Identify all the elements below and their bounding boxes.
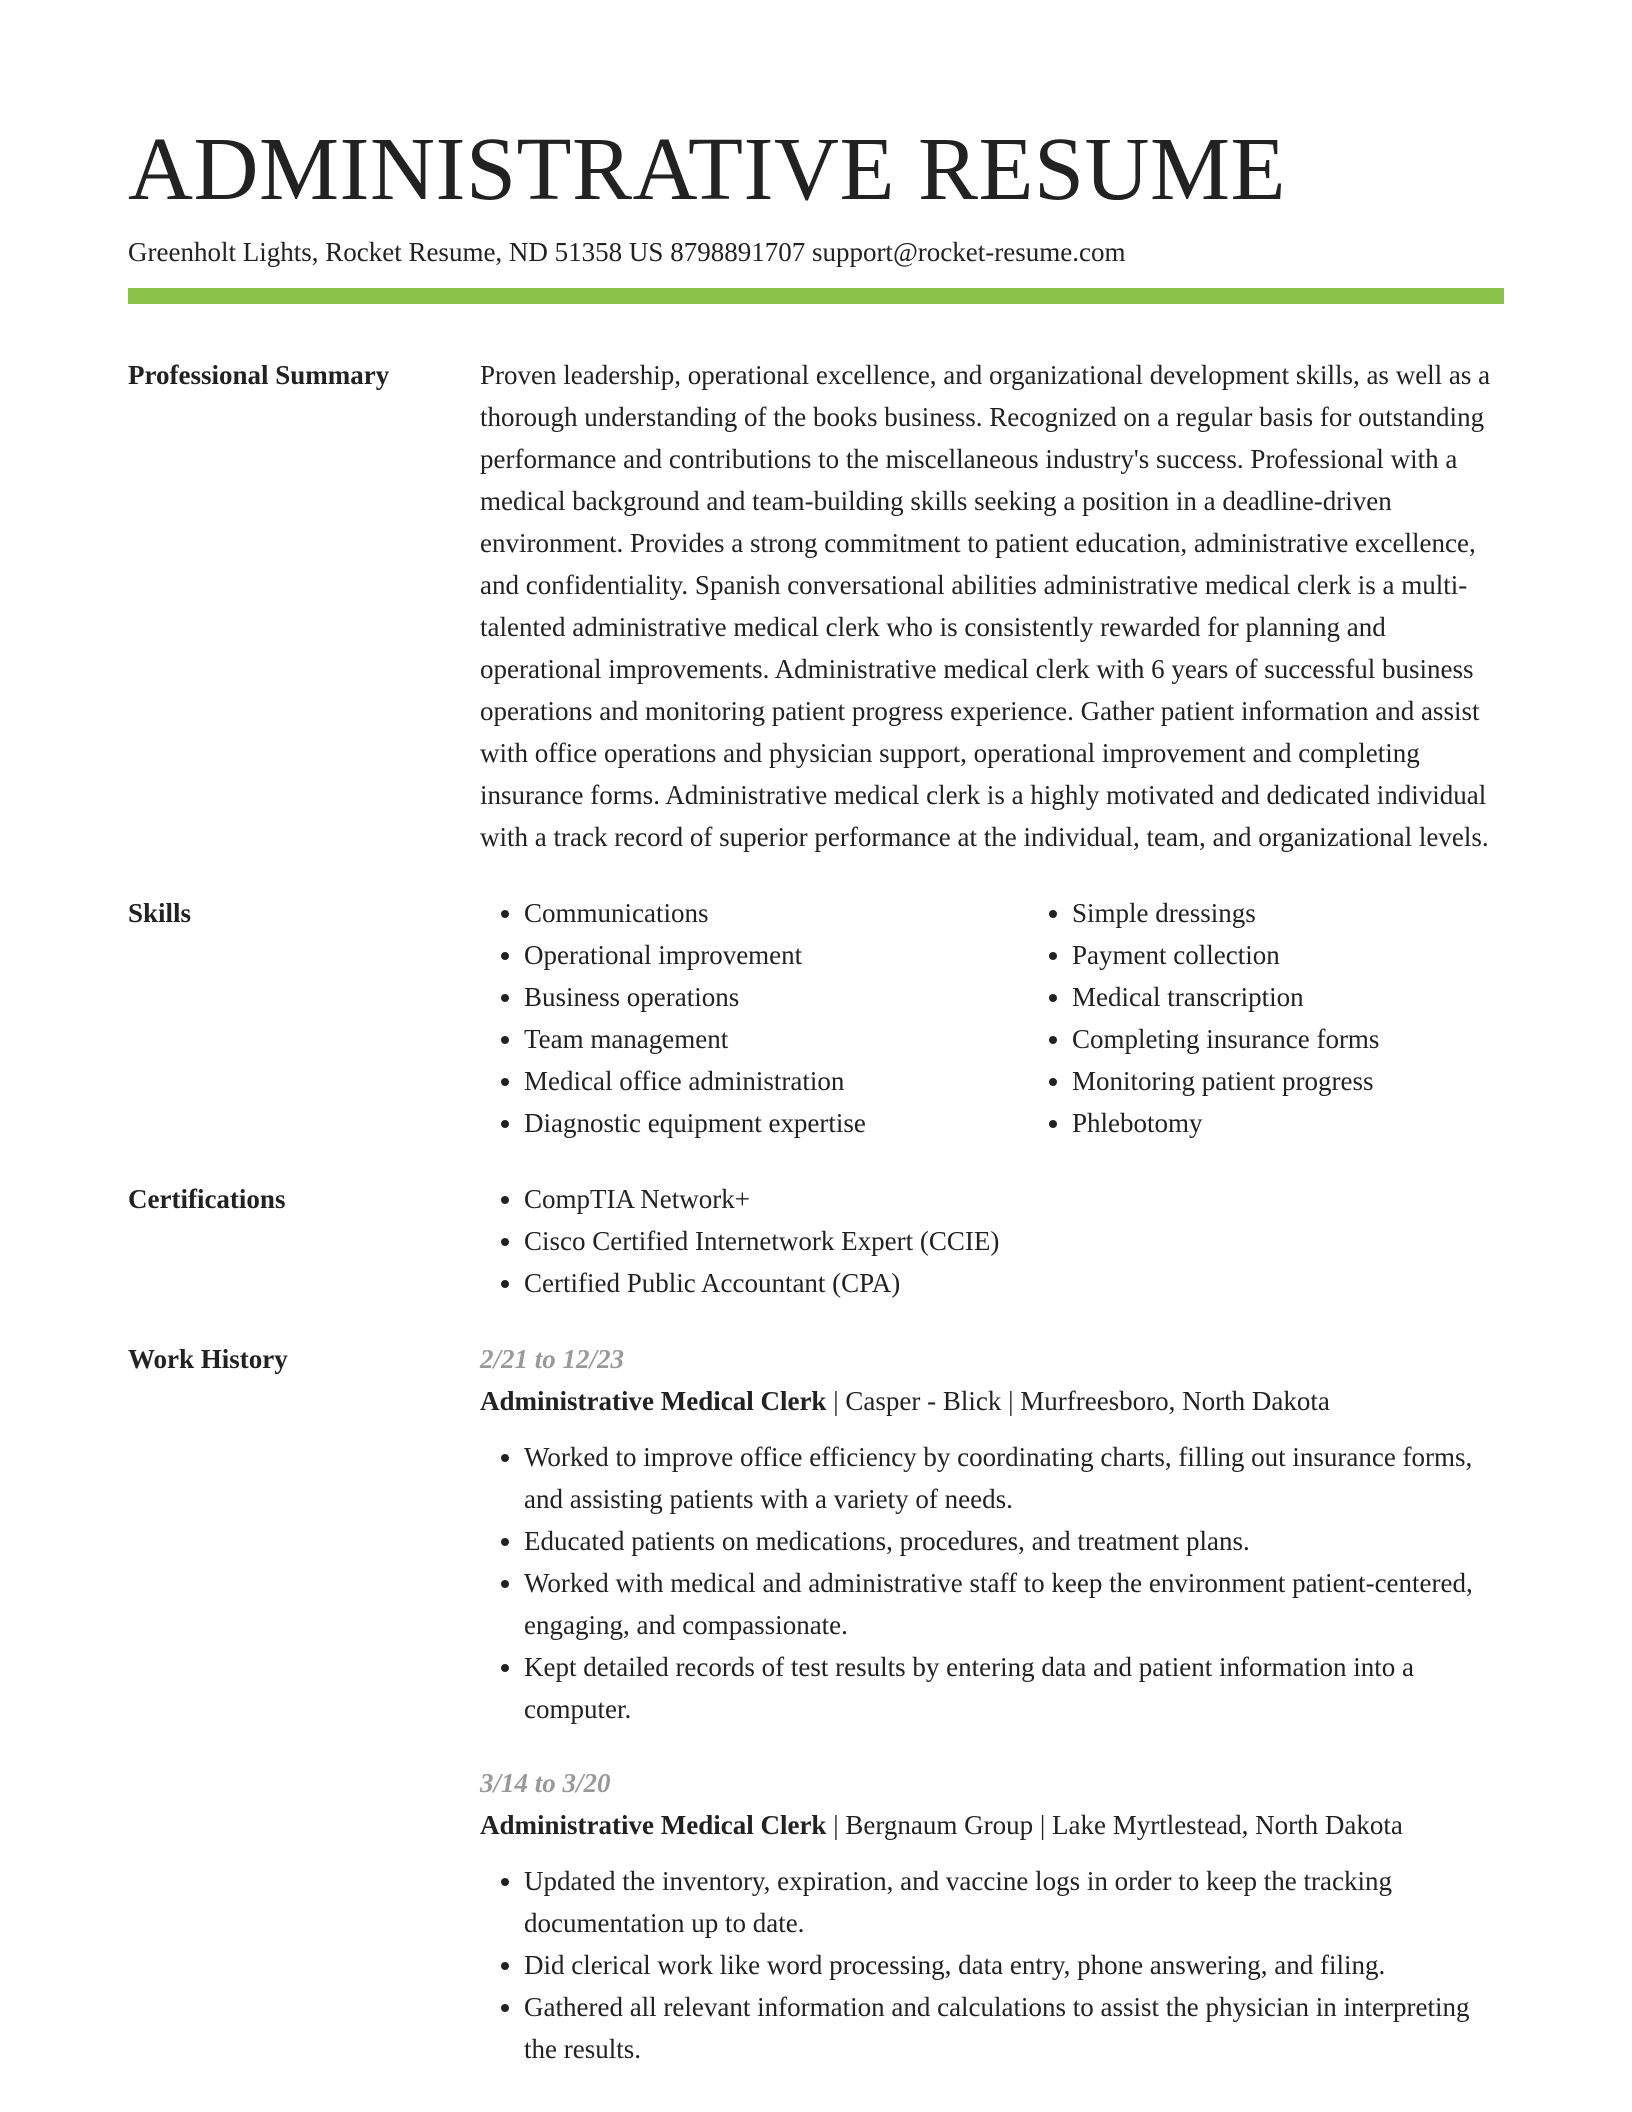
accent-divider	[128, 288, 1504, 304]
skills-section	[128, 892, 1504, 1144]
job-header	[480, 1380, 1504, 1422]
section-heading-certifications: Certifications	[128, 1184, 286, 1214]
job-employer-location: | Casper - Blick | Murfreesboro, North Dakota	[826, 1386, 1330, 1416]
summary-text: Proven leadership, operational excellence, and organizational development skills, as well as a thorough understanding of the books business. Recognized on a regular basis for outstanding performance and contributions to the miscellaneous industry's success. Professional with a medical background and team-building skills seeking a position in a deadline-driven environment. Provides a strong commitment to patient education, administrative excellence, and confidentiality. Spanish conversational abilities administrative medical clerk is a multi-talented administrative medical clerk who is consistently rewarded for planning and operational improvements. Administrative medical clerk with 6 years of successful business operations and monitoring patient progress experience. Gather patient information and assist with office operations and physician support, operational improvement and completing insurance forms. Administrative medical clerk is a highly motivated and dedicated individual with a track record of superior performance at the individual, team, and organizational levels.	[480, 360, 1491, 852]
skill-item: • Communications	[524, 892, 1028, 934]
certifications-section	[128, 1178, 1504, 1304]
skill-item: • Operational improvement	[524, 934, 1028, 976]
summary-section	[128, 354, 1504, 858]
job-dates: 3/14 to 3/20	[480, 1768, 611, 1798]
skill-item: • Simple dressings	[1072, 892, 1504, 934]
skill-item: • Team management	[524, 1018, 1028, 1060]
certification-item: • Certified Public Accountant (CPA)	[524, 1262, 1504, 1304]
resume-name: ADMINISTRATIVE RESUME	[128, 120, 1286, 219]
job-bullets	[480, 1860, 1504, 2070]
job-bullet: • Kept detailed records of test results by entering data and patient information into a computer.	[524, 1646, 1504, 1730]
work-history-section	[128, 1338, 1504, 2070]
job-dates: 2/21 to 12/23	[480, 1344, 625, 1374]
job-bullet: • Worked with medical and administrative staff to keep the environment patient-centered, engaging, and compassionate.	[524, 1562, 1504, 1646]
section-heading-skills: Skills	[128, 898, 192, 928]
job-title: Administrative Medical Clerk	[480, 1810, 827, 1840]
job-employer-location: | Bergnaum Group | Lake Myrtlestead, North Dakota	[826, 1810, 1403, 1840]
section-heading-work-history: Work History	[128, 1344, 288, 1374]
skill-item: • Medical transcription	[1072, 976, 1504, 1018]
job-bullet: • Worked to improve office efficiency by coordinating charts, filling out insurance forms, and assisting patients with a variety of needs.	[524, 1436, 1504, 1520]
skill-item: • Phlebotomy	[1072, 1102, 1504, 1144]
certification-item: • Cisco Certified Internetwork Expert (CCIE)	[524, 1220, 1504, 1262]
job-entry	[480, 1338, 1504, 1730]
skill-item: • Monitoring patient progress	[1072, 1060, 1504, 1102]
skill-item: • Diagnostic equipment expertise	[524, 1102, 1028, 1144]
skill-item: • Medical office administration	[524, 1060, 1028, 1102]
certification-item: • CompTIA Network+	[524, 1178, 1504, 1220]
job-entry	[480, 1762, 1504, 2070]
job-header	[480, 1804, 1504, 1846]
job-title: Administrative Medical Clerk	[480, 1386, 827, 1416]
skills-list-left	[480, 892, 1028, 1144]
contact-line: Greenholt Lights, Rocket Resume, ND 51358 US 8798891707 support@rocket-resume.com	[128, 237, 1126, 267]
skill-item: • Payment collection	[1072, 934, 1504, 976]
skills-list-right	[1028, 892, 1504, 1144]
certifications-list	[480, 1178, 1504, 1304]
skill-item: • Completing insurance forms	[1072, 1018, 1504, 1060]
skill-item: • Business operations	[524, 976, 1028, 1018]
job-bullet: • Updated the inventory, expiration, and vaccine logs in order to keep the tracking documentation up to date.	[524, 1860, 1504, 1944]
section-heading-summary: Professional Summary	[128, 360, 390, 390]
job-bullet: • Gathered all relevant information and calculations to assist the physician in interpreting the results.	[524, 1986, 1504, 2070]
job-bullet: • Educated patients on medications, procedures, and treatment plans.	[524, 1520, 1504, 1562]
job-bullet: • Did clerical work like word processing, data entry, phone answering, and filing.	[524, 1944, 1504, 1986]
resume-page	[128, 118, 1504, 2070]
job-bullets	[480, 1436, 1504, 1730]
